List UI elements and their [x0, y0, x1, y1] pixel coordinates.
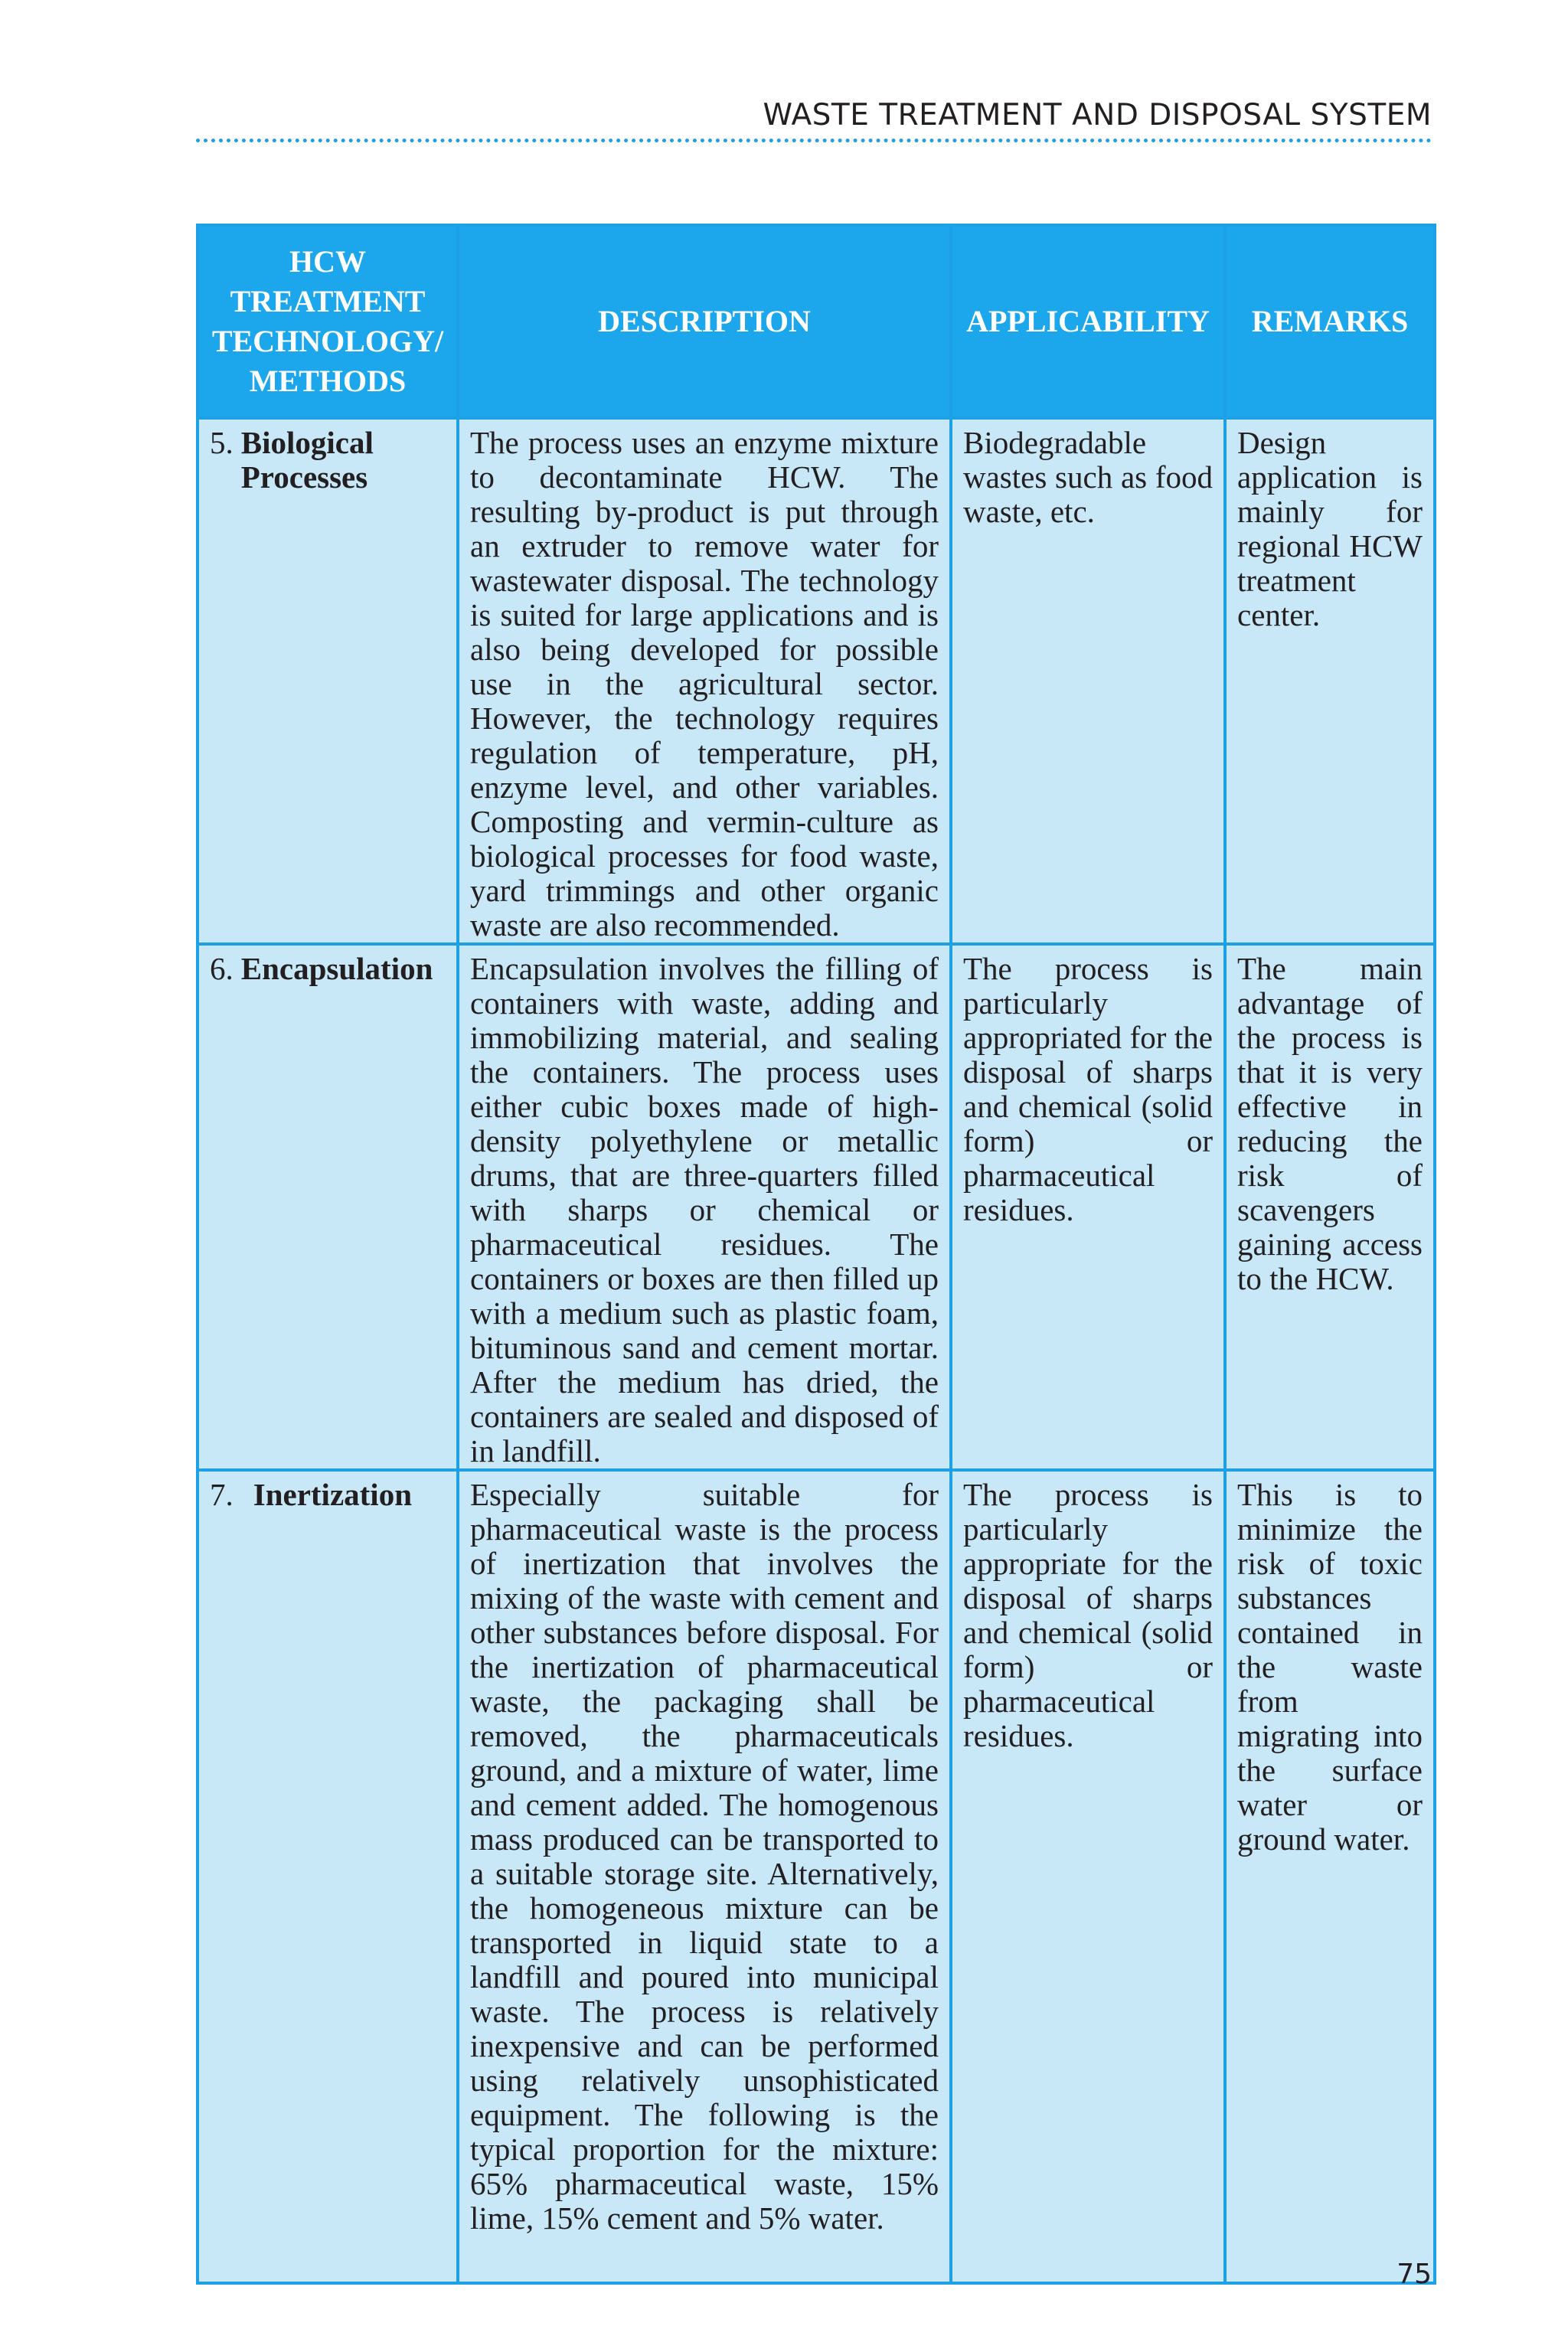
applicability-cell: The process is particularly appropriated for the disposal of sharps and chemical (solid form) or pharmaceutical residues.	[951, 944, 1225, 1470]
table-row	[198, 944, 1435, 1470]
method-cell	[198, 944, 458, 1470]
header-dotted-rule	[196, 139, 1432, 142]
remarks-cell: Design application is mainly for regional HCW treatment center.	[1225, 418, 1435, 944]
column-header-description: DESCRIPTION	[458, 225, 951, 418]
applicability-cell: The process is particularly appropriate for the disposal of sharps and chemical (solid form) or pharmaceutical residues.	[951, 1470, 1225, 2283]
method-name: Biological Processes	[240, 425, 374, 495]
row-number: 7.	[210, 1477, 234, 1512]
method-cell	[198, 1470, 458, 2283]
row-number: 5.	[210, 425, 234, 460]
hcw-treatment-table	[196, 224, 1436, 2285]
description-cell: Especially suitable for pharmaceutical waste is the process of inertization that involves the mixing of the waste with cement and other substances before disposal. For the inertization of pharmaceutical waste, the packaging shall be removed, the pharmaceuticals ground, and a mixture of water, lime and cement added. The homogenous mass produced can be transported to a suitable storage site. Alternatively, the homogeneous mixture can be transported in liquid state to a landfill and poured into municipal waste. The process is relatively inexpensive and can be performed using relatively unsophisticated equipment. The following is the typical proportion for the mixture: 65% pharmaceutical waste, 15% lime, 15% cement and 5% water.	[458, 1470, 951, 2283]
method-cell	[198, 418, 458, 944]
method-name: Encapsulation	[240, 951, 433, 986]
table-row	[198, 418, 1435, 944]
column-header-method: HCW TREATMENT TECHNOLOGY/ METHODS	[198, 225, 458, 418]
method-name: Inertization	[253, 1477, 412, 1512]
table-row	[198, 1470, 1435, 2283]
applicability-cell: Biodegradable wastes such as food waste, etc.	[951, 418, 1225, 944]
running-header-title: WASTE TREATMENT AND DISPOSAL SYSTEM	[763, 98, 1432, 132]
description-cell: Encapsulation involves the filling of containers with waste, adding and immobilizing material, and sealing the containers. The process uses either cubic boxes made of high-density polyethylene or metallic drums, that are three-quarters filled with sharps or chemical or pharmaceutical residues. The containers or boxes are then filled up with a medium such as plastic foam, bituminous sand and cement mortar. After the medium has dried, the containers are sealed and disposed of in landfill.	[458, 944, 951, 1470]
page-number: 75	[1396, 2259, 1432, 2290]
remarks-cell: This is to minimize the risk of toxic substances contained in the waste from migrating into the surface water or ground water.	[1225, 1470, 1435, 2283]
column-header-applicability: APPLICABILITY	[951, 225, 1225, 418]
row-number: 6.	[210, 951, 234, 986]
description-cell: The process uses an enzyme mixture to decontaminate HCW. The resulting by-product is put through an extruder to remove water for wastewater disposal. The technology is suited for large applications and is also being developed for possible use in the agricultural sector. However, the technology requires regulation of temperature, pH, enzyme level, and other variables. Composting and vermin-culture as biological processes for food waste, yard trimmings and other organic waste are also recommended.	[458, 418, 951, 944]
remarks-cell: The main advantage of the process is that it is very effective in reducing the risk of scavengers gaining access to the HCW.	[1225, 944, 1435, 1470]
column-header-remarks: REMARKS	[1225, 225, 1435, 418]
table-header-row	[198, 225, 1435, 418]
